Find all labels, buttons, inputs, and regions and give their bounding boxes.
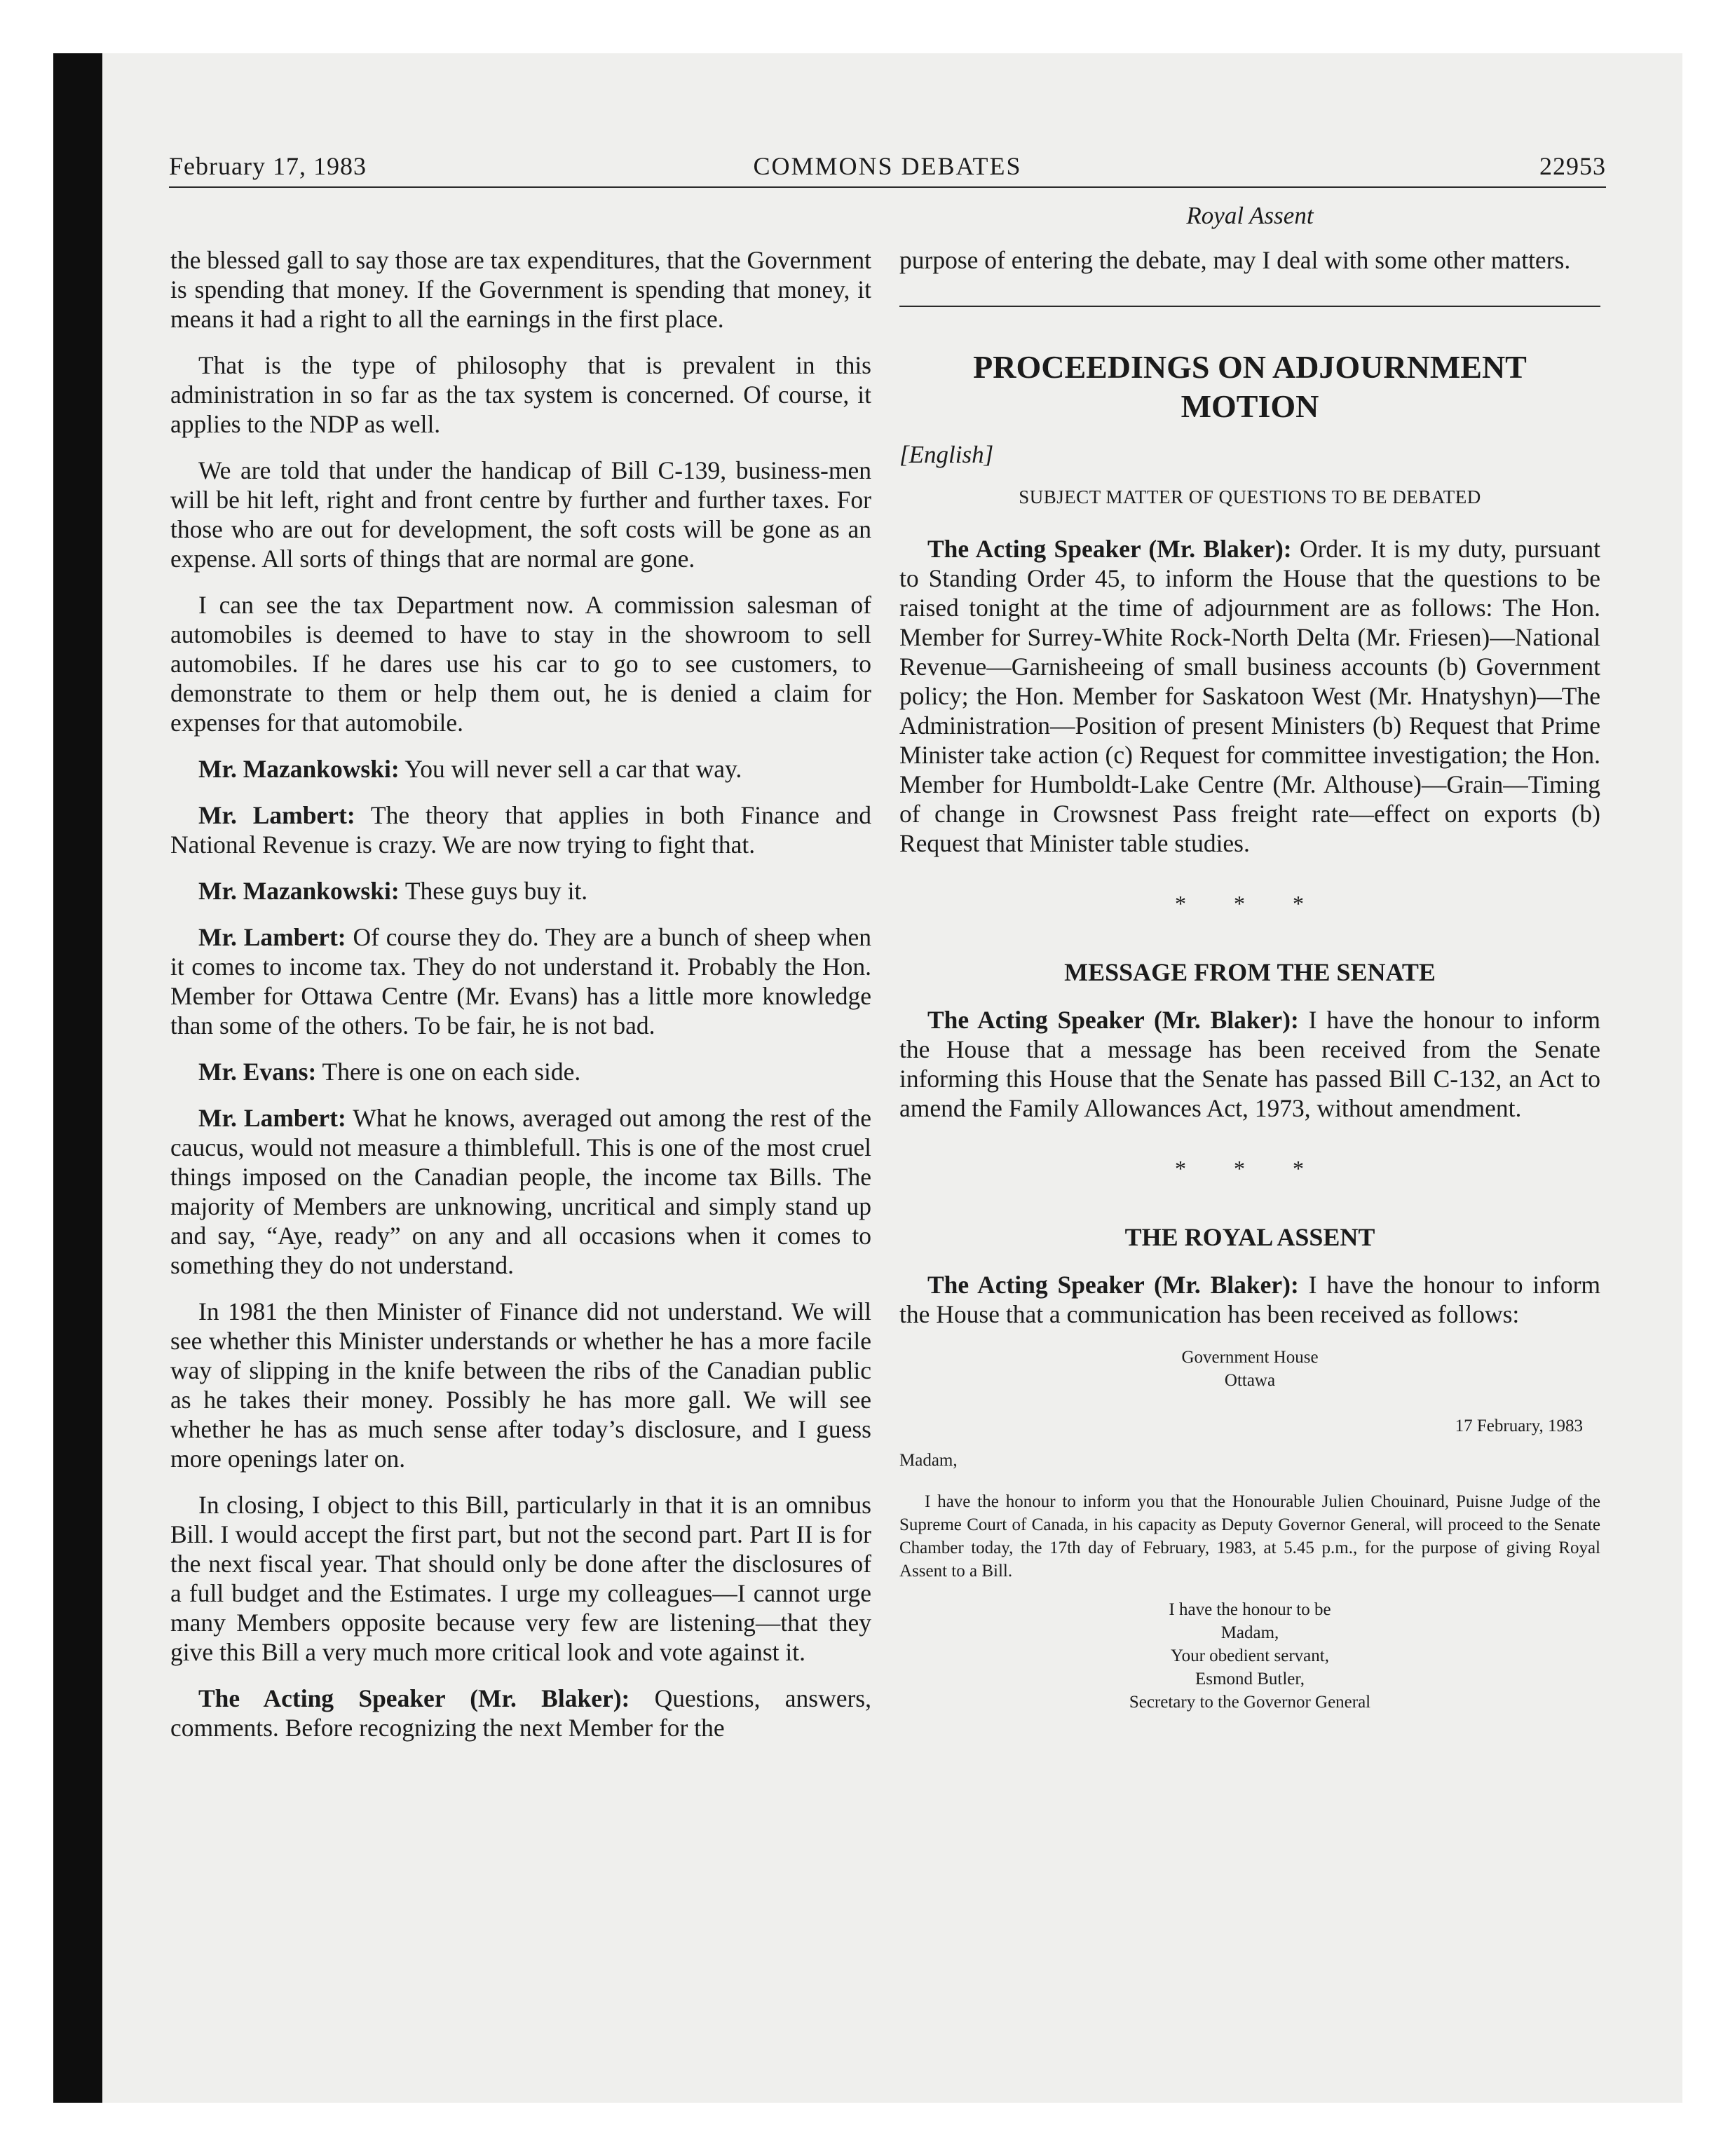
speaker-name: Mr. Mazankowski: [198, 877, 400, 905]
section-divider [899, 306, 1600, 307]
separator-stars: * * * [1175, 1156, 1325, 1181]
right-column [899, 245, 1600, 1714]
speech-paragraph [170, 876, 871, 906]
speech-paragraph [170, 1684, 871, 1742]
speech-paragraph [170, 1103, 871, 1280]
continuation-paragraph: purpose of entering the debate, may I deal with some other matters. [899, 246, 1571, 274]
left-column [170, 245, 871, 1759]
letter-body: I have the honour to inform you that the Honourable Julien Chouinard, Puisne Judge of the Supreme Court of Canada, in his capacity as Deputy Governor General, will proceed to the Senate Chamber today, the 17th day of February, 1983, at 5.45 p.m., for the purpose of giving Royal Assent to a Bill. [899, 1492, 1600, 1581]
separator-stars: * * * [1175, 891, 1325, 916]
speech-paragraph [899, 1270, 1600, 1329]
closing-line: I have the honour to be [1169, 1600, 1331, 1619]
paragraph: In closing, I object to this Bill, particularly in that it is an omnibus Bill. I would accept the first part, but not the second part. Part II is for the next fiscal year. That should only be done after the disclosures of a full budget and the Estimates. I urge my colleagues—I cannot urge many Members opposite because very few are listening—that they give this Bill a very much more critical look and vote against it. [170, 1491, 871, 1666]
speech-paragraph [899, 534, 1600, 858]
speech-text: Order. It is my duty, pursuant to Standing Order 45, to inform the House that the questions to be raised tonight at the time of adjournment are as follows: The Hon. Member for Surrey-White Rock-North Delta (Mr. Friesen)—National Revenue—Garnisheeing of small business accounts (b) Government policy; the Hon. Member for Saskatoon West (Mr. Hnatyshyn)—The Administration—Position of present Ministers (b) Request that Prime Minister take action (c) Request for committee investigation; the Hon. Member for Humboldt-Lake Centre (Mr. Althouse)—Grain—Timing of change in Crowsnest Pass freight rate—effect on exports (b) Request that Minister table studies. [899, 535, 1600, 857]
royal-assent-heading: THE ROYAL ASSENT [1124, 1223, 1375, 1251]
speech-text: Questions, answers, comments. Before recognizing the next Member for the [170, 1684, 871, 1742]
speech-text: These guys buy it. [399, 877, 588, 905]
journal-title: COMMONS DEBATES [753, 152, 1022, 180]
address-line: Ottawa [1224, 1371, 1276, 1390]
speaker-name: The Acting Speaker (Mr. Blaker): [198, 1684, 630, 1712]
closing-line: Your obedient servant, [1171, 1646, 1329, 1665]
signatory-title: Secretary to the Governor General [1129, 1693, 1371, 1712]
senate-heading: MESSAGE FROM THE SENATE [1064, 958, 1436, 986]
signatory-name: Esmond Butler, [1195, 1670, 1305, 1688]
letter-address [899, 1346, 1600, 1392]
speech-text: What he knows, averaged out among the rest of the caucus, would not measure a thimblefull. This is one of the most cruel things imposed on the Canadian people, the income tax Bills. The majority of Members are unknowing, uncritical and simply stand up and say, “Aye, ready” on any and all occasions when it comes to something they do not understand. [170, 1104, 872, 1279]
speaker-name: Mr. Mazankowski: [198, 755, 400, 783]
subject-heading: SUBJECT MATTER OF QUESTIONS TO BE DEBATED [1019, 486, 1481, 507]
address-line: Government House [1181, 1348, 1319, 1367]
paragraph: We are told that under the handicap of Bill C-139, business-men will be hit left, right and front centre by further and further taxes. For those who are out for development, the soft costs will be gone as an expense. All sorts of things that are normal are gone. [170, 456, 871, 573]
speaker-name: Mr. Lambert: [198, 801, 355, 829]
speaker-name: Mr. Evans: [198, 1058, 317, 1086]
speaker-name: The Acting Speaker (Mr. Blaker): [927, 1006, 1299, 1034]
paragraph: I can see the tax Department now. A commission salesman of automobiles is deemed to have to stay in the showroom to sell automobiles. If he dares use his car to go to see customers, to demonstrate to them or help them out, he is denied a claim for expenses for that automobile. [170, 591, 871, 737]
paragraph: That is the type of philosophy that is prevalent in this administration in so far as the tax system is concerned. Of course, it applies to the NDP as well. [170, 351, 871, 438]
page-number: 22953 [1539, 152, 1606, 180]
speaker-name: Mr. Lambert: [198, 1104, 346, 1132]
language-marker: [English] [899, 441, 994, 468]
letter-salutation: Madam, [899, 1451, 958, 1470]
paragraph: In 1981 the then Minister of Finance did not understand. We will see whether this Minister understands or whether he has a more facile way of slipping in the knife between the ribs of the Canadian public as he takes their money. Possibly he has more gall. We will see whether he has as much sense after today’s disclosure, and I guess more openings later on. [170, 1297, 871, 1473]
speech-paragraph [170, 800, 871, 859]
running-header [169, 151, 1606, 188]
speaker-name: The Acting Speaker (Mr. Blaker): [927, 1271, 1299, 1299]
letter-closing [899, 1598, 1600, 1714]
speech-text: You will never sell a car that way. [399, 755, 742, 783]
letter-date: 17 February, 1983 [1455, 1417, 1583, 1435]
speech-paragraph [170, 754, 871, 784]
speech-text: I have the honour to inform the House that a communication has been received as follows: [899, 1271, 1601, 1328]
paragraph: the blessed gall to say those are tax expenditures, that the Government is spending that money. If the Government is spending that money, it means it had a right to all the earnings in the first place. [170, 246, 871, 333]
speech-text: I have the honour to inform the House that a message has been received from the Senate informing this House that the Senate has passed Bill C-132, an Act to amend the Family Allowances Act, 1973, without amendment. [899, 1006, 1601, 1122]
speaker-name: Mr. Lambert: [198, 923, 346, 951]
adjournment-heading: PROCEEDINGS ON ADJOURNMENT MOTION [973, 349, 1527, 424]
binding-edge [53, 53, 102, 2103]
section-title: Royal Assent [1186, 202, 1314, 229]
speech-text: The theory that applies in both Finance and National Revenue is crazy. We are now trying to fight that. [170, 801, 872, 859]
speech-text: Of course they do. They are a bunch of sheep when it comes to income tax. They do not understand it. Probably the Hon. Member for Ottawa Centre (Mr. Evans) has a little more knowledge than some of the others. To be fair, he is not bad. [170, 923, 872, 1039]
speech-paragraph [899, 1005, 1600, 1123]
quoted-letter [899, 1346, 1600, 1714]
header-date: February 17, 1983 [169, 152, 367, 180]
speech-paragraph [170, 922, 871, 1040]
speech-paragraph [170, 1057, 871, 1086]
speech-text: There is one on each side. [316, 1058, 581, 1086]
speaker-name: The Acting Speaker (Mr. Blaker): [927, 535, 1292, 563]
closing-line: Madam, [1220, 1623, 1279, 1642]
